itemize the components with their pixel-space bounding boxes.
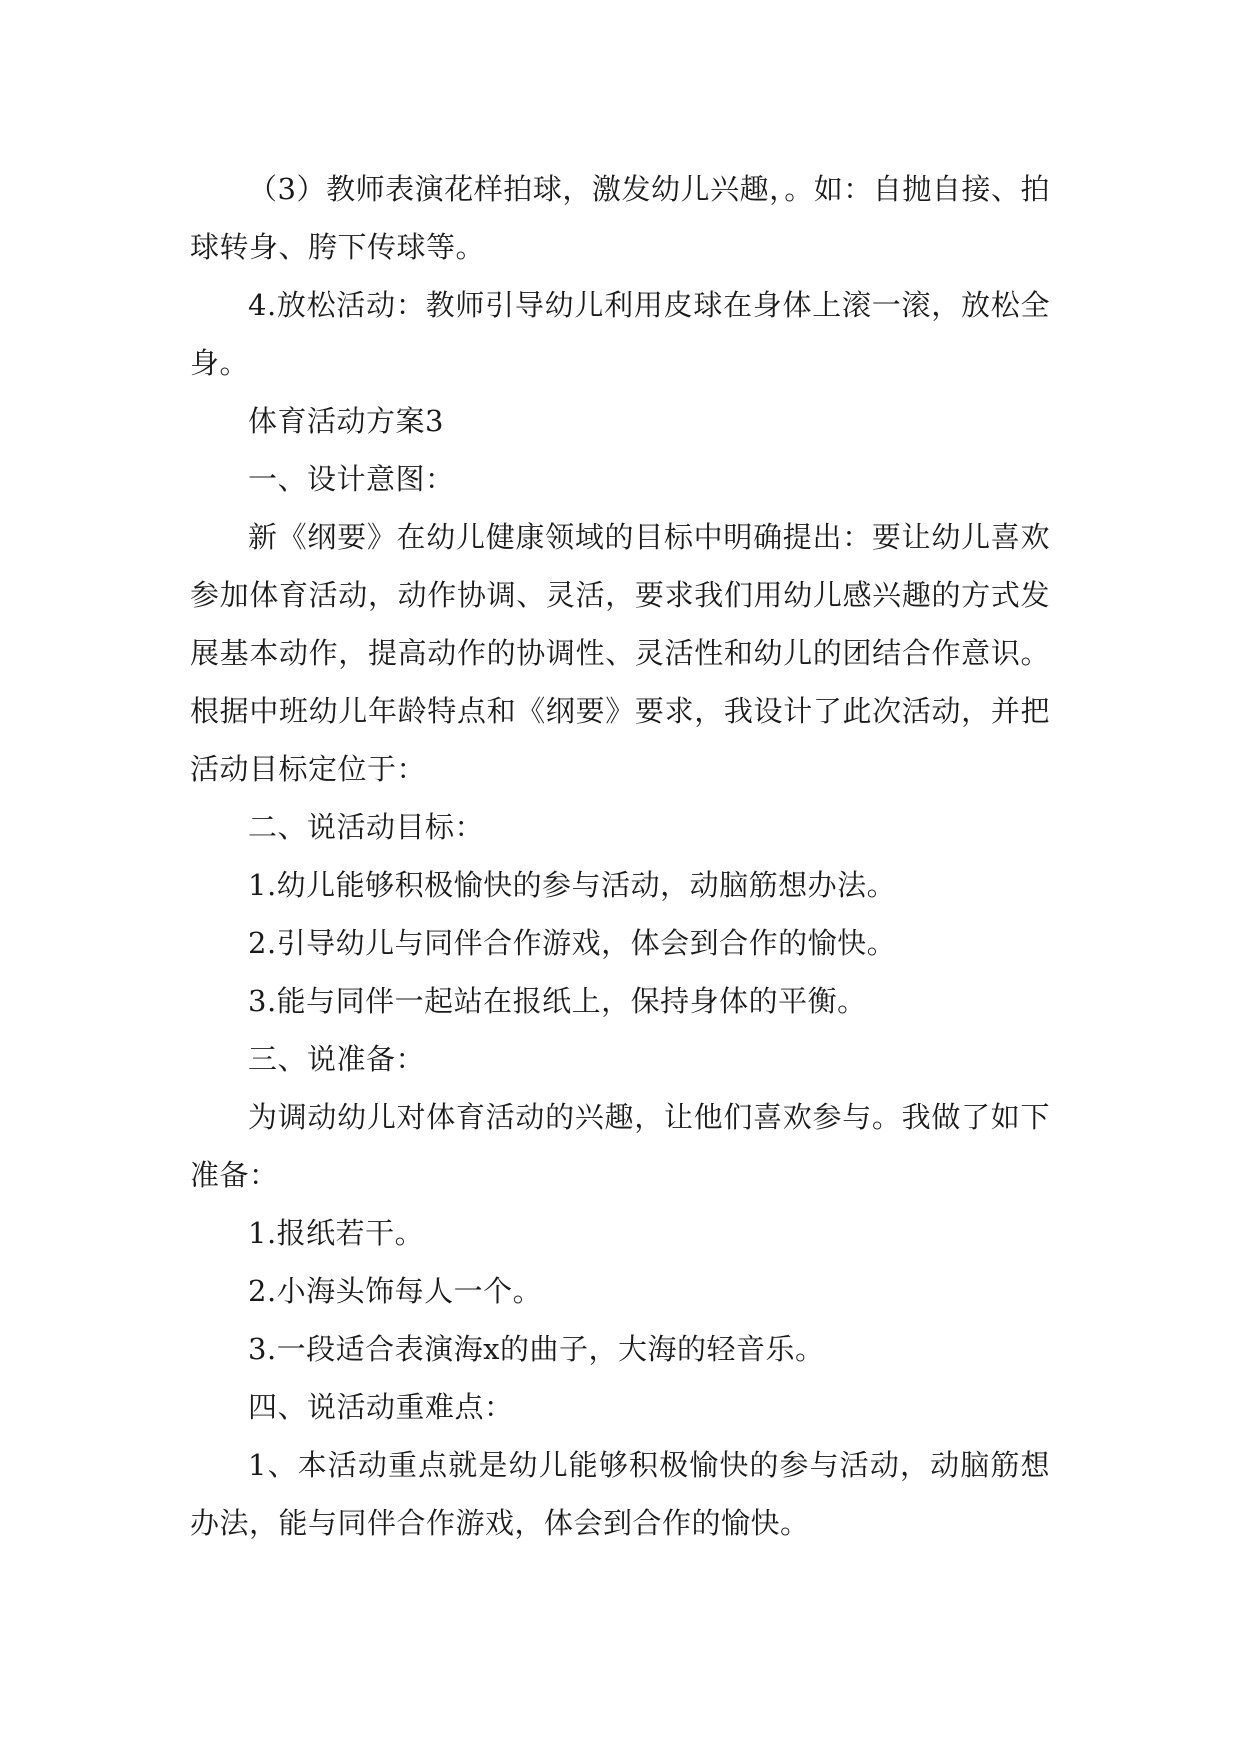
goal-item-3: 3.能与同伴一起站在报纸上，保持身体的平衡。 xyxy=(248,984,867,1018)
prep-item-1: 1.报纸若干。 xyxy=(248,1216,425,1250)
prep-item-2: 2.小海头饰每人一个。 xyxy=(248,1274,543,1308)
heading-key-points: 四、说活动重难点： xyxy=(248,1390,514,1424)
key-point-item-1: 1、本活动重点就是幼儿能够积极愉快的参与活动，动脑筋想办法，能与同伴合作游戏，体会到合作的愉快。 xyxy=(190,1448,1050,1540)
heading-preparation: 三、说准备： xyxy=(248,1042,426,1076)
heading-design-intent: 一、设计意图： xyxy=(248,462,455,496)
paragraph-relax-activity: 4.放松活动：教师引导幼儿利用皮球在身体上滚一滚，放松全身。 xyxy=(190,288,1050,380)
section-title: 体育活动方案3 xyxy=(248,404,444,438)
heading-goals: 二、说活动目标： xyxy=(248,810,485,844)
paragraph-preparation: 为调动幼儿对体育活动的兴趣，让他们喜欢参与。我做了如下准备： xyxy=(190,1100,1050,1192)
paragraph-design-intent: 新《纲要》在幼儿健康领域的目标中明确提出：要让幼儿喜欢参加体育活动，动作协调、灵活，要求我们用幼儿感兴趣的方式发展基本动作，提高动作的协调性、灵活性和幼儿的团结合作意识。根据中班幼儿年龄特点和《纲要》要求，我设计了此次活动，并把活动目标定位于： xyxy=(190,520,1050,786)
prep-item-3: 3.一段适合表演海x的曲子，大海的轻音乐。 xyxy=(248,1332,825,1366)
paragraph-teacher-demo: （3）教师表演花样拍球，激发幼儿兴趣，。如：自抛自接、拍球转身、胯下传球等。 xyxy=(190,172,1050,264)
goal-item-2: 2.引导幼儿与同伴合作游戏，体会到合作的愉快。 xyxy=(248,926,897,960)
document-body xyxy=(190,160,1050,1552)
goal-item-1: 1.幼儿能够积极愉快的参与活动，动脑筋想办法。 xyxy=(248,868,897,902)
